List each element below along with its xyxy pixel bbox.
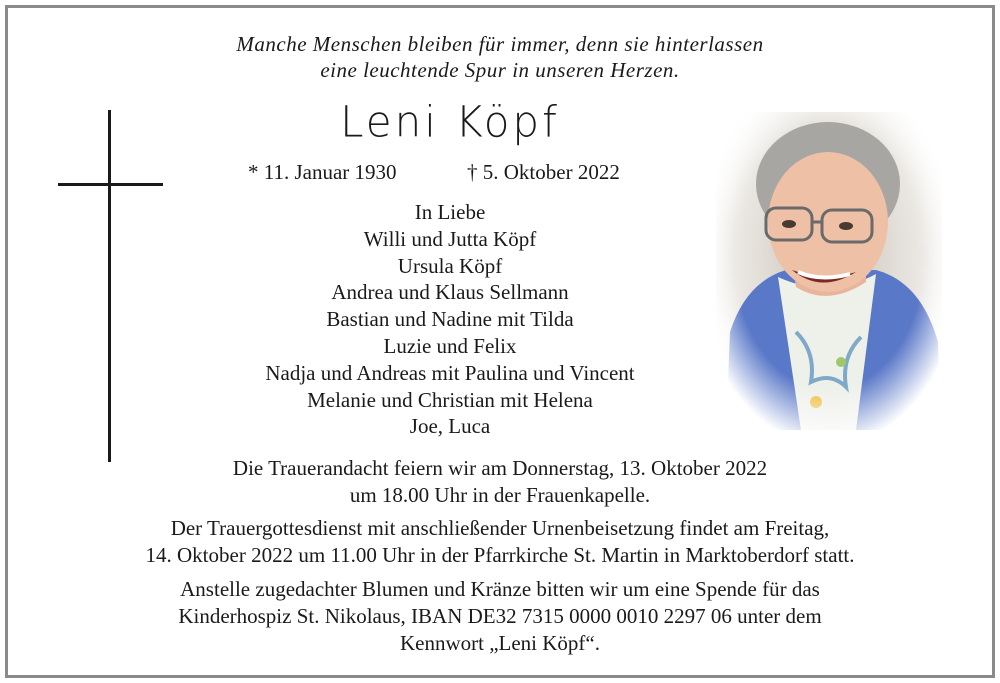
spende-line-1: Anstelle zugedachter Blumen und Kränze bitten wir um eine Spende für das <box>180 577 820 601</box>
motto-line-2: eine leuchtende Spur in unseren Herzen. <box>320 58 680 82</box>
gottesdienst-line-2: 14. Oktober 2022 um 11.00 Uhr in der Pfarrkirche St. Martin in Marktoberdorf statt. <box>145 543 855 567</box>
portrait-photo <box>716 112 942 430</box>
spende-line-2: Kinderhospiz St. Nikolaus, IBAN DE32 7315 0000 0010 2297 06 unter dem <box>178 604 822 628</box>
family-member: Nadja und Andreas mit Paulina und Vincent <box>265 360 635 385</box>
family-member: Andrea und Klaus Sellmann <box>331 280 569 305</box>
andacht-line-1: Die Trauerandacht feiern wir am Donnerstag, 13. Oktober 2022 <box>232 456 768 480</box>
family-member: Bastian und Nadine mit Tilda <box>326 307 574 332</box>
family-list <box>150 199 750 440</box>
andacht-line-2: um 18.00 Uhr in der Frauenkapelle. <box>349 483 651 507</box>
family-member: Melanie und Christian mit Helena <box>307 387 593 412</box>
family-member: Joe, Luca <box>409 414 491 439</box>
death-date: † 5. Oktober 2022 <box>467 160 620 184</box>
spende-notice <box>0 576 1000 657</box>
family-intro: In Liebe <box>414 200 486 224</box>
deceased-name: Leni Köpf <box>340 96 560 147</box>
motto-line-1: Manche Menschen bleiben für immer, denn sie hinterlassen <box>236 32 764 56</box>
spende-line-3: Kennwort „Leni Köpf“. <box>399 631 600 655</box>
andacht-notice <box>0 455 1000 509</box>
family-member: Luzie und Felix <box>383 333 517 358</box>
gottesdienst-line-1: Der Trauergottesdienst mit anschließender Urnenbeisetzung findet am Freitag, <box>170 516 830 540</box>
birth-date: * 11. Januar 1930 <box>248 160 397 184</box>
gottesdienst-notice <box>0 515 1000 569</box>
family-member: Ursula Köpf <box>397 253 503 278</box>
family-member: Willi und Jutta Köpf <box>363 226 537 251</box>
